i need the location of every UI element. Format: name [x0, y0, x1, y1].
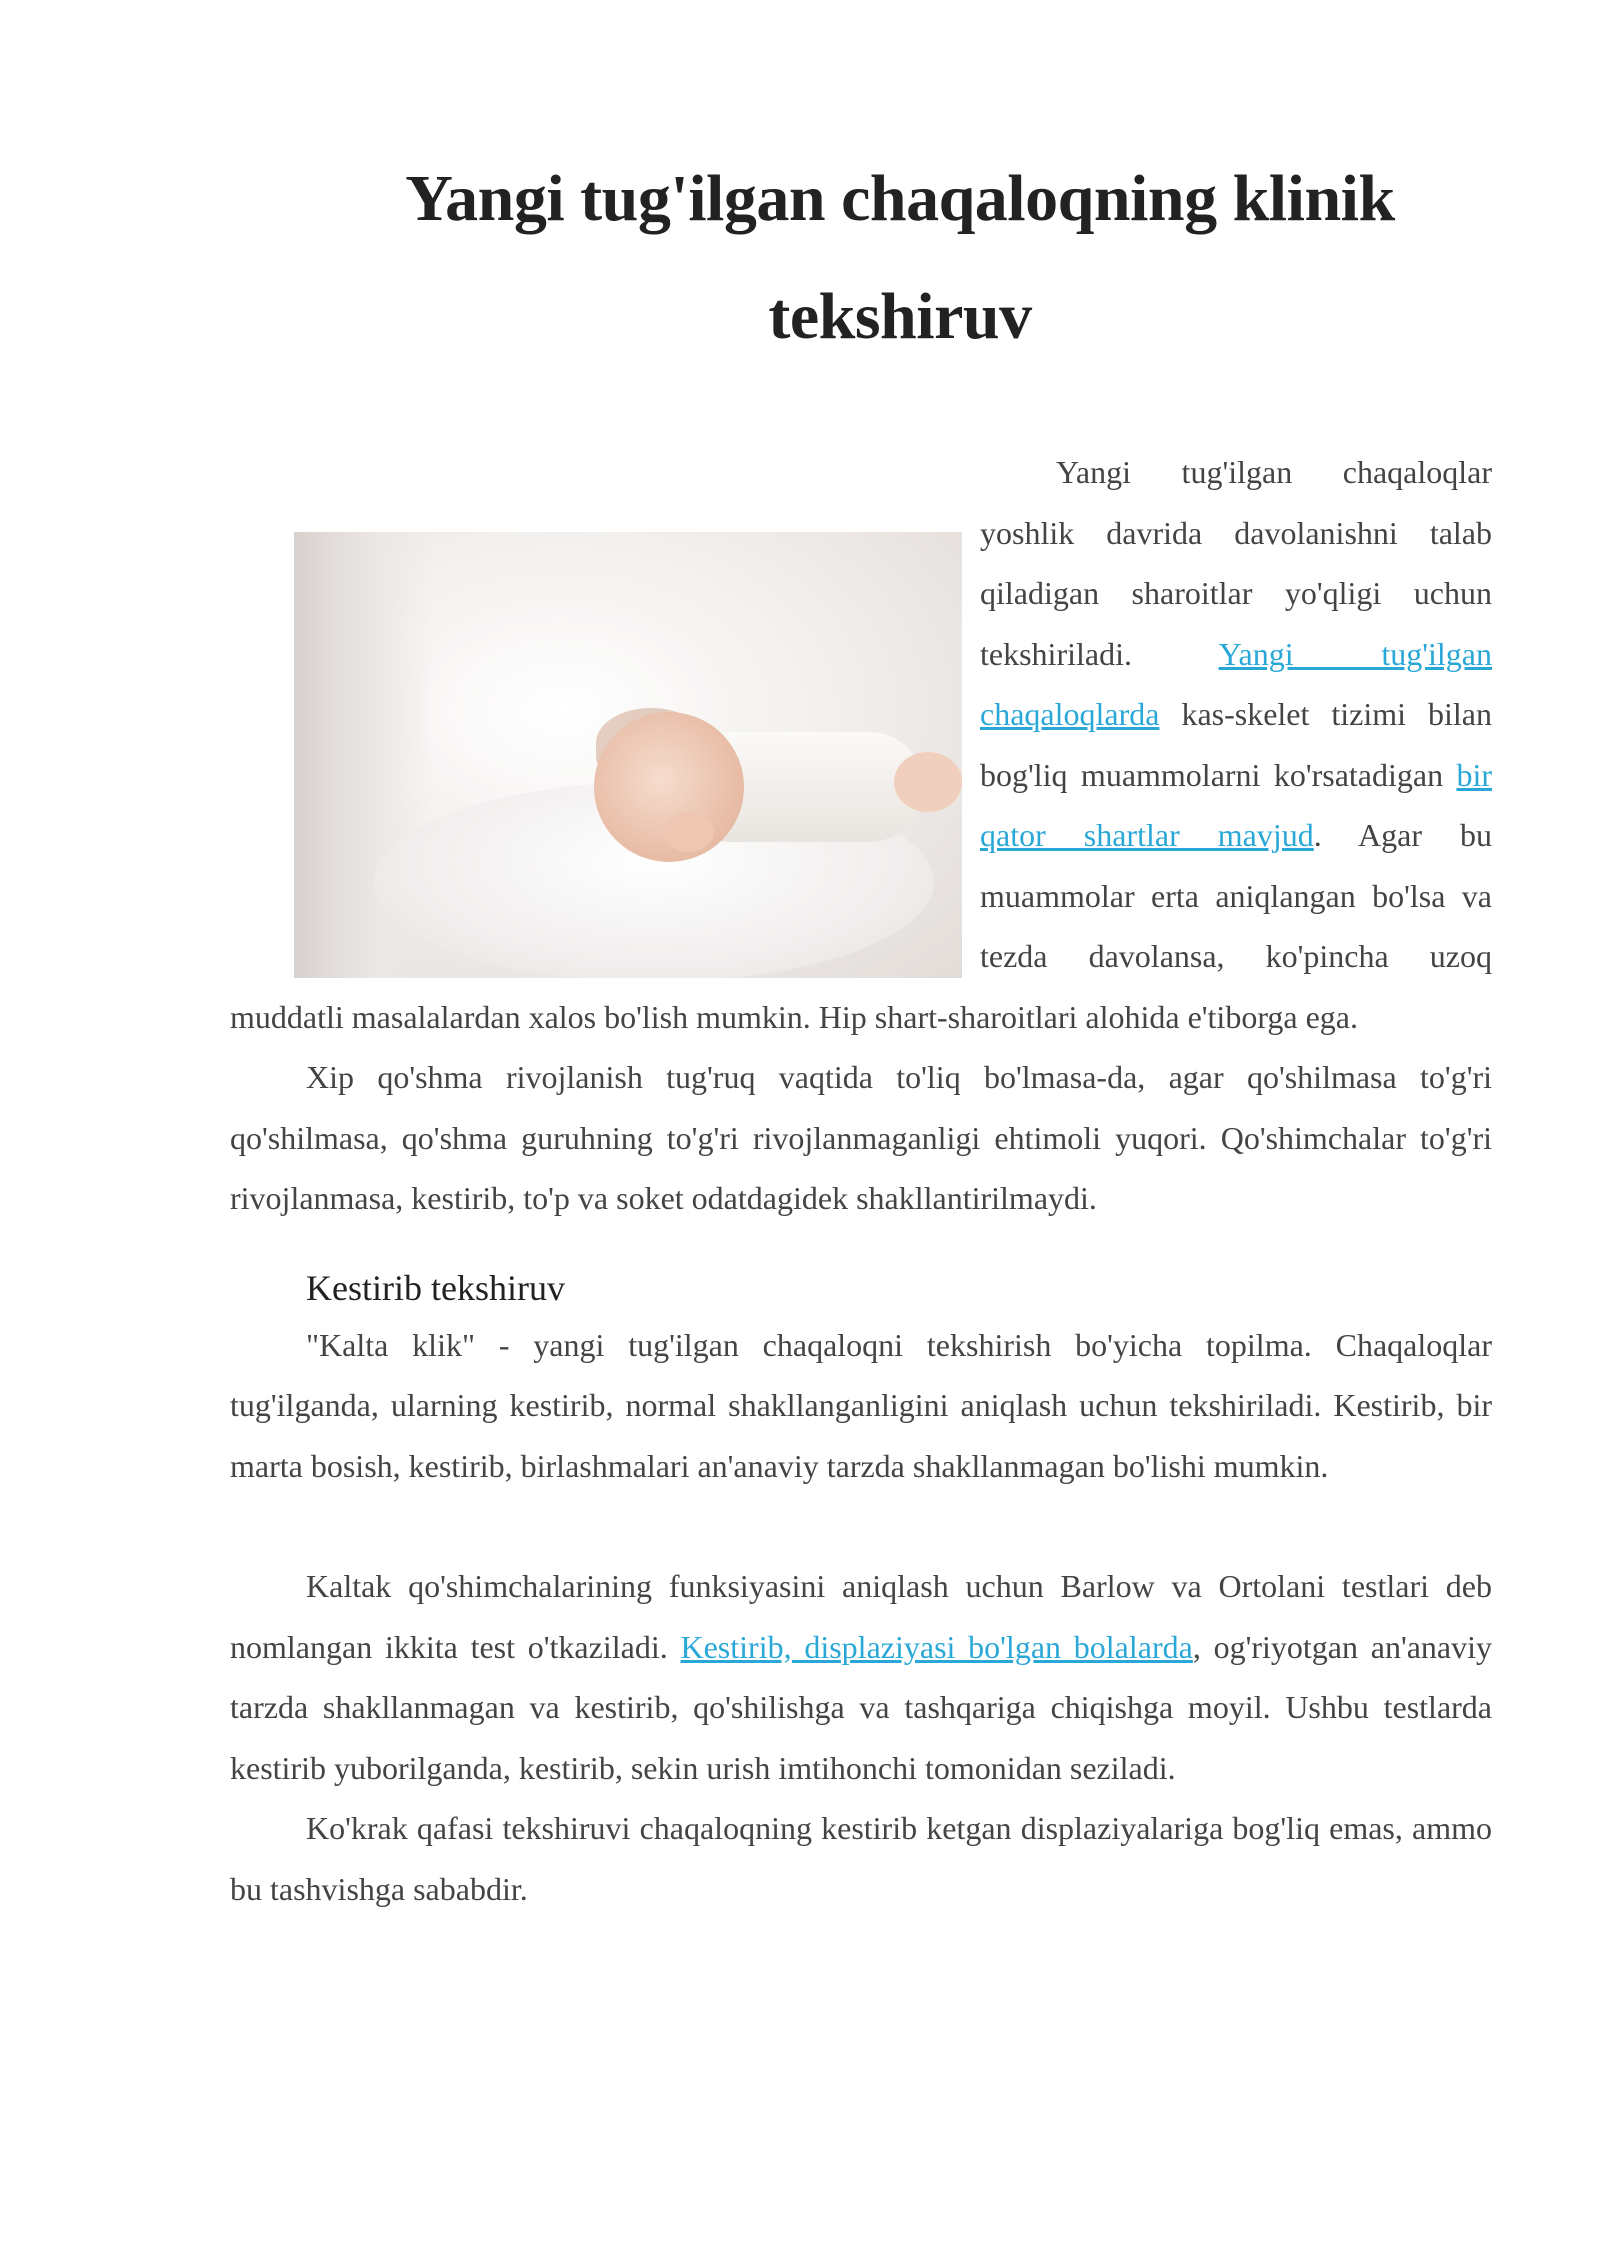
paragraph-intro-text-3: . Agar bu muammolar erta aniqlangan bo'lsa va tezda davolansa, ko'pincha uzoq muddatli masalalardan xalos bo'lish mumkin. Hip shart-sharoitlari alohida e'tiborga ega. [230, 817, 1493, 1035]
section-heading: Kestirib tekshiruv [306, 1267, 565, 1308]
paragraph-intro-text-2: kas-skelet tizimi bilan bog'liq muammolarni ko'rsatadigan [980, 696, 1492, 793]
paragraph-spacer [230, 1496, 1492, 1556]
paragraph-intro-text-1: Yangi tug'ilgan chaqaloqlar yoshlik davrida davolanishni talab qiladigan sharoitlar yo'qligi uchun tekshiriladi. [980, 454, 1492, 672]
link-dysplasia[interactable]: Kestirib, displaziyasi bo'lgan bolalarda [680, 1628, 1193, 1665]
paragraph-chest: Ko'krak qafasi tekshiruvi chaqaloqning kestirib ketgan displaziyalariga bog'liq emas, ammo bu tashvishga sababdir. [230, 1810, 1492, 1907]
paragraph-intro [230, 442, 1492, 1047]
page-title: Yangi tug'ilgan chaqaloqning klinik tekshiruv [405, 162, 1395, 353]
paragraph-tests [230, 1556, 1492, 1798]
newborn-photo [294, 532, 962, 978]
link-conditions[interactable]: bir qator shartlar mavjud [980, 756, 1492, 853]
photo-baby-hand [664, 812, 714, 852]
photo-baby-feet [894, 752, 962, 812]
paragraph-tests-text-1: Kaltak qo'shimchalarining funksiyasini aniqlash uchun Barlow va Ortolani testlari deb nomlangan ikkita test o'tkaziladi. [230, 1568, 1492, 1665]
link-newborns[interactable]: Yangi tug'ilgan chaqaloqlarda [980, 635, 1493, 732]
paragraph-tests-text-2: , og'riyotgan an'anaviy tarzda shakllanmagan va kestirib, qo'shilishga va tashqariga chiqishga moyil. Ushbu testlarda kestirib yuborilganda, kestirib, sekin urish imtihonchi tomonidan seziladi. [230, 1628, 1493, 1786]
document-body [230, 442, 1492, 1919]
paragraph-hip-development: Xip qo'shma rivojlanish tug'ruq vaqtida to'liq bo'lmasa-da, agar qo'shilmasa to'g'ri qo'shilmasa, qo'shma guruhning to'g'ri rivojlanmaganligi ehtimoli yuqori. Qo'shimchalar to'g'ri rivojlanmasa, kestirib, to'p va soket odatdagidek shakllantirilmaydi. [230, 1059, 1492, 1216]
paragraph-hip-click: "Kalta klik" - yangi tug'ilgan chaqaloqni tekshirish bo'yicha topilma. Chaqaloqlar tug'ilganda, ularning kestirib, normal shakllanganligini aniqlash uchun tekshiriladi. Kestirib, bir marta bosish, kestirib, birlashmalari an'anaviy tarzda shakllanmagan bo'lishi mumkin. [230, 1326, 1492, 1484]
